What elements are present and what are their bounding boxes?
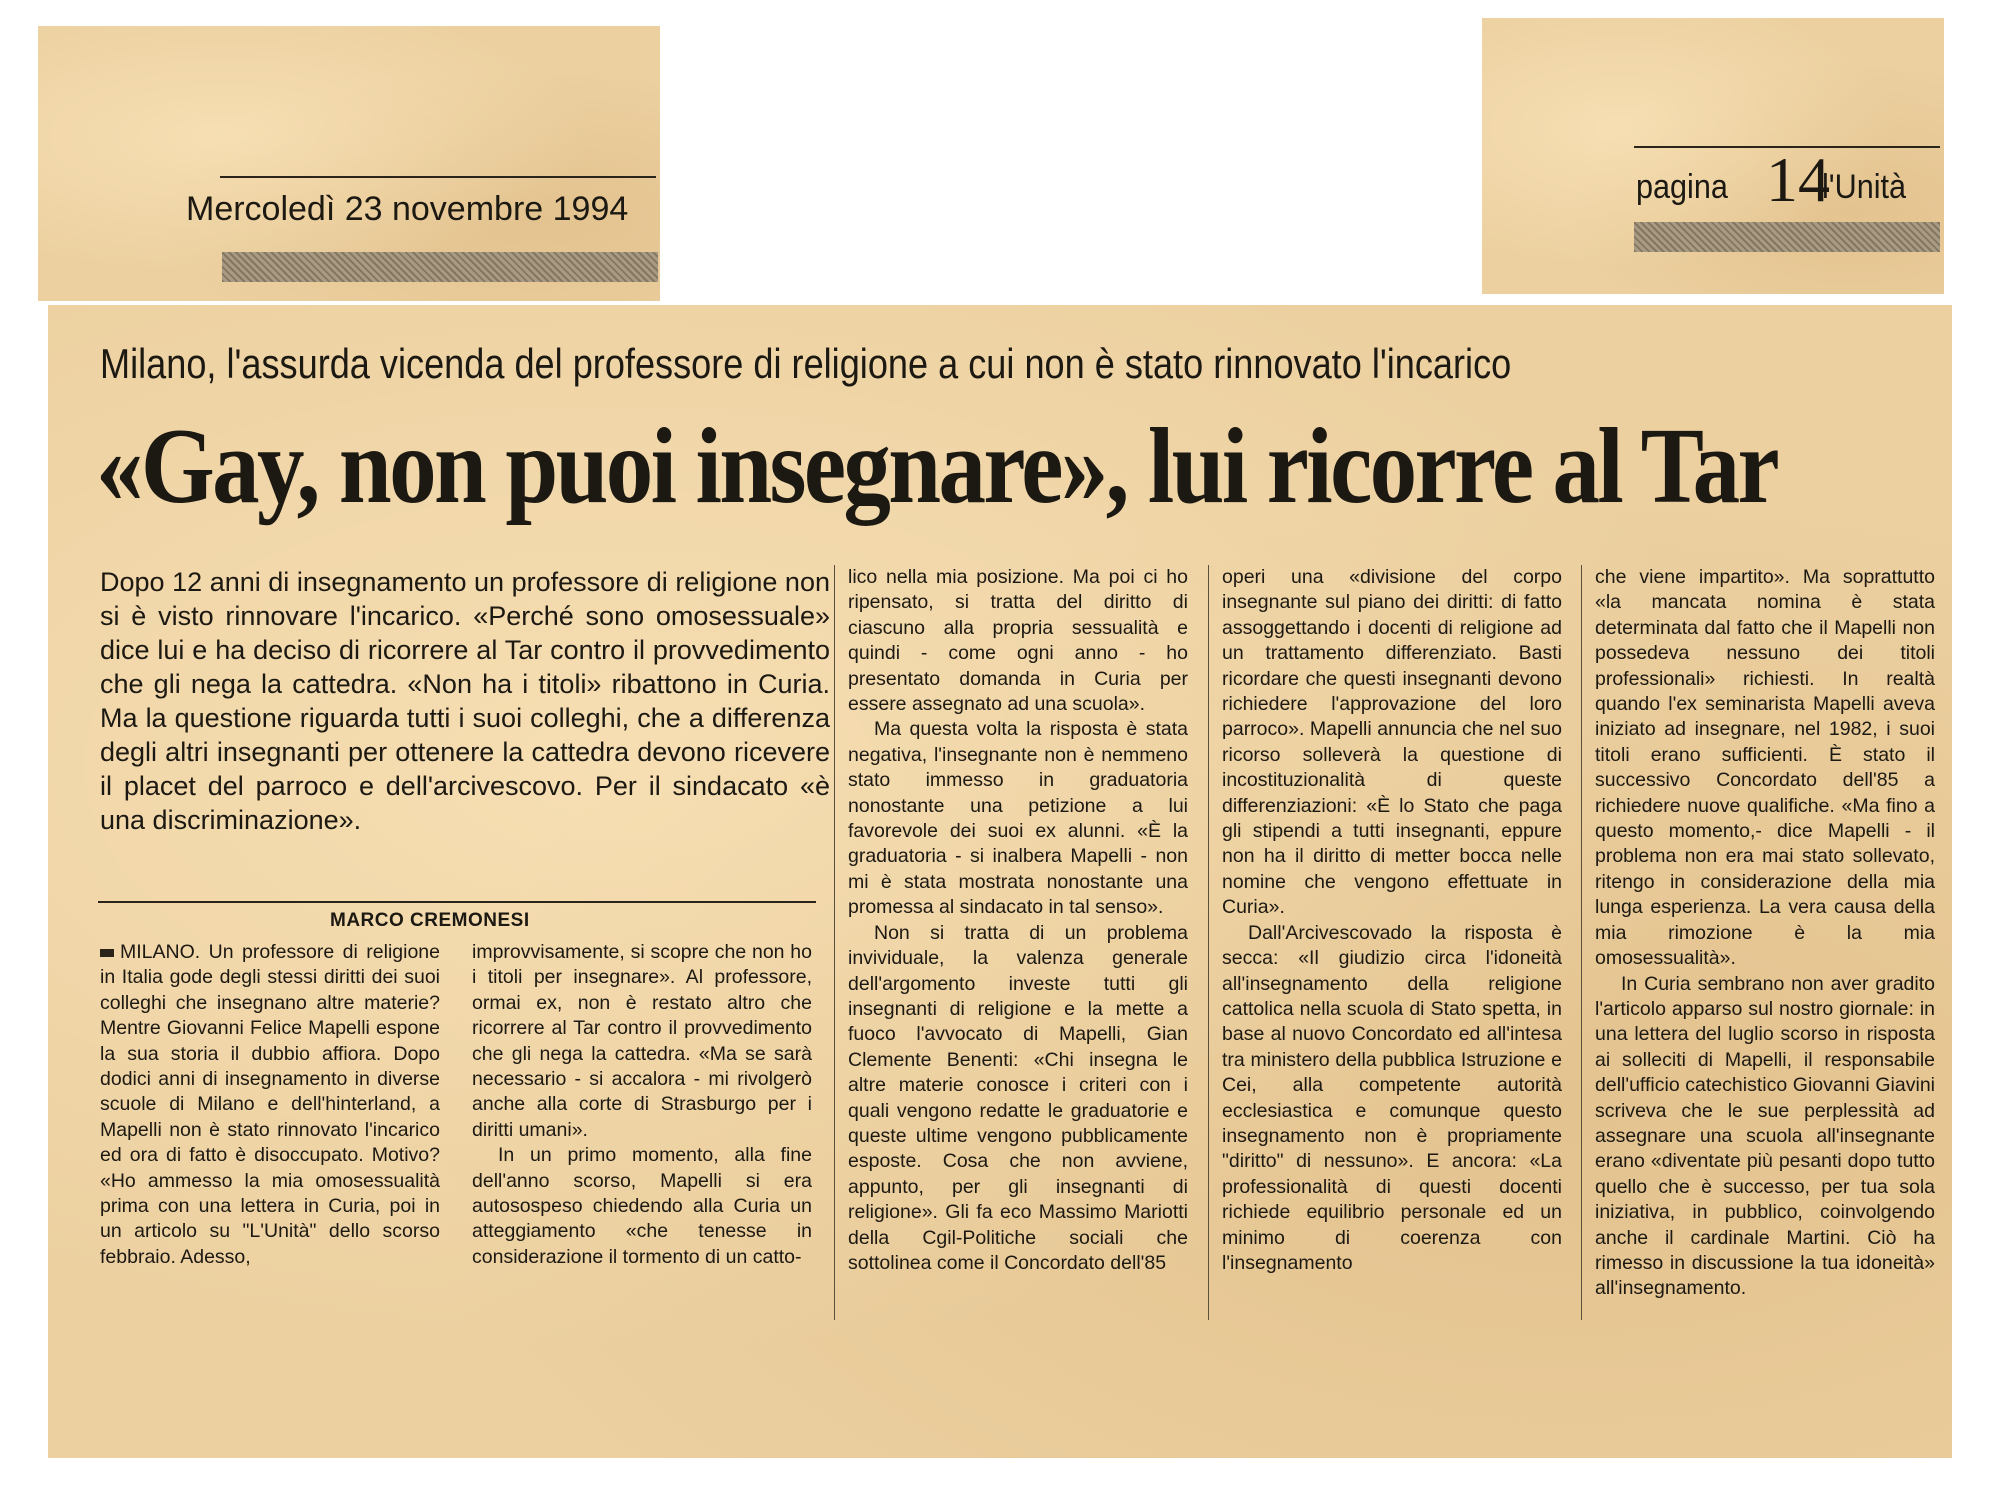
dateline-bullet-icon: [100, 949, 114, 957]
byline-rule: [98, 901, 816, 903]
article-kicker: Milano, l'assurda vicenda del professore di religione a cui non è stato rinnovato l'incarico: [100, 340, 1512, 387]
publication-date: Mercoledì 23 novembre 1994: [186, 190, 629, 228]
body-column-3: [848, 565, 1188, 1276]
newspaper-name: l'Unità: [1822, 168, 1907, 206]
body-paragraph: Ma questa volta la risposta è stata negativa, l'insegnante non è nemmeno stato immesso in graduatoria nonostante una petizione a lui favorevole dei suoi ex alunni. «È la graduatoria - si inalbera Mapelli - non mi è stata mostrata nonostante una promessa al sindacato in tal senso».: [848, 718, 1188, 919]
body-column-1: [100, 940, 440, 1270]
page-header-clipping: [1482, 18, 1944, 294]
page-label: pagina: [1636, 168, 1728, 206]
body-paragraph: MILANO. Un professore di religione in Italia gode degli stessi diritti dei suoi colleghi che insegnano altre materie? Mentre Giovanni Felice Mapelli espone la sua storia il dubbio affiora. Dopo dodici anni di insegnamento in diverse scuole di Milano e dell'hinterland, a Mapelli non è stato rinnovato l'incarico ed ora di fatto è disoccupato. Motivo? «Ho ammesso la mia omosessualità prima con una lettera in Curia, poi in un articolo su "L'Unità" dello scorso febbraio. Adesso,: [100, 941, 440, 1268]
column-divider: [1581, 565, 1582, 1320]
date-shaded-band: [222, 252, 658, 282]
date-top-rule: [220, 176, 656, 178]
body-column-2: [472, 940, 812, 1270]
article-lead: Dopo 12 anni di insegnamento un professore di religione non si è visto rinnovare l'incarico. «Perché sono omosessuale» dice lui e ha deciso di ricorrere al Tar contro il provvedimento che gli nega la cattedra. «Non ha i titoli» ribattono in Curia. Ma la questione riguarda tutti i suoi colleghi, che a differenza degli altri insegnanti per ottenere la cattedra devono ricevere il placet del parroco e dell'arcivescovo. Per il sindacato «è una discriminazione».: [100, 567, 830, 835]
body-paragraph: In un primo momento, alla fine dell'anno scorso, Mapelli si era autosospeso chiedendo alla Curia un atteggiamento «che tenesse in considerazione il tormento di un catto-: [472, 1144, 812, 1268]
body-paragraph: che viene impartito». Ma soprattutto «la mancata nomina è stata determinata dal fatto che il Mapelli non possedeva nessuno dei titoli professionali» richiesti. In realtà quando l'ex seminarista Mapelli aveva iniziato ad insegnare, nel 1982, i suoi titoli erano sufficienti. È stato il successivo Concordato dell'85 a richiedere nuove qualifiche. «Ma fino a questo momento,- dice Mapelli - il problema non era mai stato sollevato, ritengo in considerazione della mia lunga esperienza. La vera causa della mia rimozione è la mia omosessualità».: [1595, 566, 1935, 970]
article-headline: «Gay, non puoi insegnare», lui ricorre al Tar: [96, 407, 1778, 526]
body-column-4: [1222, 565, 1562, 1276]
body-paragraph: operi una «divisione del corpo insegnante sul piano dei diritti: di fatto assoggettando i docenti di religione ad un trattamento differenziato. Basti ricordare che questi insegnanti devono richiedere l'approvazione del loro parroco». Mapelli annuncia che nel suo ricorso solleverà la questione di incostituzionalità di queste differenziazioni: «È lo Stato che paga gli stipendi a tutti insegnanti, eppure non ha il diritto di metter bocca nelle nomine che vengono effettuate in Curia».: [1222, 566, 1562, 919]
article-byline: MARCO CREMONESI: [330, 910, 530, 931]
body-paragraph: lico nella mia posizione. Ma poi ci ho ripensato, si tratta del diritto di ciascuno alla propria sessualità e quindi - come ogni anno - ho presentato domanda in Curia per essere assegnato ad una scuola».: [848, 566, 1188, 716]
body-column-5: [1595, 565, 1935, 1302]
body-paragraph: In Curia sembrano non aver gradito l'articolo apparso sul nostro giornale: in una lettera del luglio scorso in risposta ai solleciti di Mapelli, il responsabile dell'ufficio catechistico Giovanni Giavini scriveva che le sue perplessità ad assegnare una scuola all'insegnante erano «diventate più pesanti dopo tutto quello che è successo, per tua sola iniziativa, in pubblico, coinvolgendo anche il cardinale Martini. Ciò ha rimesso in discussione la tua idoneità» all'insegnamento.: [1595, 972, 1935, 1300]
body-paragraph: Dall'Arcivescovado la risposta è secca: «Il giudizio circa l'idoneità all'insegnamento della religione cattolica nella scuola di Stato spetta, in base al nuovo Concordato ed all'intesa tra ministero della pubblica Istruzione e Cei, alla competente autorità ecclesiastica e comunque questo insegnamento non è propriamente "diritto" di nessuno». E ancora: «La professionalità di questi docenti richiede equilibrio personale ed un minimo di coerenza con l'insegnamento: [1222, 921, 1562, 1274]
column-divider: [834, 565, 835, 1320]
column-divider: [1208, 565, 1209, 1320]
body-paragraph: Non si tratta di un problema invividuale, la valenza generale dell'argomento investe tutti gli insegnanti di religione e la mette a fuoco l'avvocato di Mapelli, Gian Clemente Benenti: «Chi insegna le altre materie conosce i criteri con i quali vengono redatte le graduatorie e queste ultime vengono pubblicamente esposte. Cosa che non avviene, appunto, per gli insegnanti di religione». Gli fa eco Massimo Mariotti della Cgil-Politiche sociali che sottolinea come il Concordato dell'85: [848, 921, 1188, 1274]
body-paragraph: improvvisamente, si scopre che non ho i titoli per insegnare». Al professore, ormai ex, non è restato altro che ricorrere al Tar contro il provvedimento che gli nega la cattedra. «Ma se sarà necessario - si accalora - mi rivolgerò anche alla corte di Strasburgo per i diritti umani».: [472, 941, 812, 1141]
page-number: 14: [1766, 144, 1830, 215]
page-shaded-band: [1634, 222, 1940, 252]
